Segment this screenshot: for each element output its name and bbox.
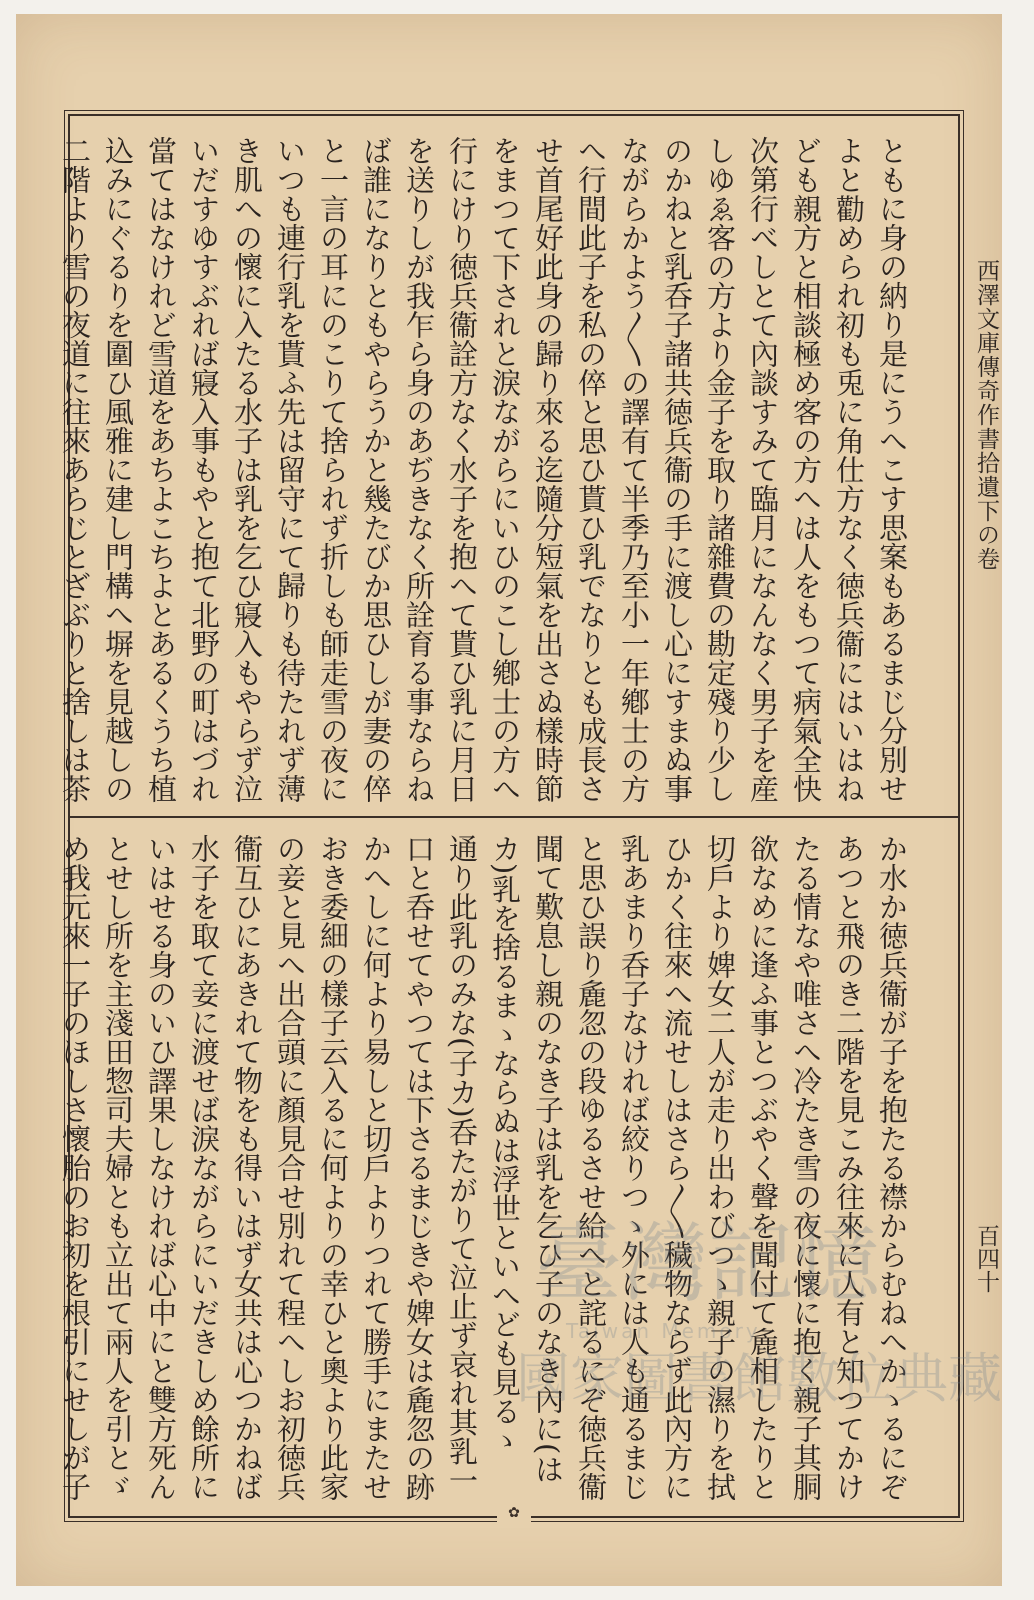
text-column: 當てはなけれど雪道をあちよこちよとあるくうち植	[144, 136, 178, 803]
text-column: 二階より雪の夜道に往來あらじとざぶりと捨しは茶	[58, 136, 92, 803]
text-column: いつも連行乳を貰ふ先は留守にて歸りも待たれず薄	[273, 136, 307, 803]
text-column: たる情なや唯さへ冷たき雪の夜に懷に抱く親子其胴	[789, 834, 823, 1501]
text-column: カ)乳を捨るまゝならぬは浮世といへども見るゝ	[488, 834, 522, 1455]
text-column: 乳あまり呑子なければ絞りつゝ外には人も通るまじ	[617, 834, 651, 1501]
text-column: かへしに何より易しと切戶よりつれて勝手にまたせ	[359, 834, 393, 1501]
text-column: おき委細の樣子云入るに何よりの幸ひと奧より此家	[316, 834, 350, 1501]
text-column: 衞互ひにあきれて物をも得いはず女共は心つかねば	[230, 834, 264, 1501]
divider-ornament: ✿	[497, 1504, 531, 1522]
text-column: を送りしが我乍ら身のあぢきなく所詮育る事ならね	[402, 136, 436, 803]
text-column: 欲なめに逢ふ事とつぶやく聲を聞付て麁相したりと	[746, 834, 780, 1501]
text-column: 通り此乳のみな(子カ)呑たがりて泣止ず哀れ其乳一	[445, 834, 479, 1495]
watermark-institution: 國家圖書館數位典藏	[516, 1347, 1002, 1410]
text-column: よと勸められ初も兎に角仕方なく徳兵衞にはいはね	[832, 136, 866, 803]
page-number: 百四十	[973, 1224, 999, 1293]
text-column: 切戶より婢女二人が走り出わびつゝ親子の濕りを拭	[703, 834, 737, 1501]
text-column: のかねと乳呑子諸共徳兵衞の手に渡し心にすまぬ事	[660, 136, 694, 803]
text-column: 聞て歎息し親のなき子は乳を乞ひ子のなき內に(は	[531, 834, 565, 1484]
text-column: あつと飛のき二階を見こみ往來に人有と知つてかけ	[832, 834, 866, 1501]
text-column: ひかく往來へ流せしはさら〳〵穢物ならず此內方に	[660, 834, 694, 1501]
text-column: 次第行べしとて內談すみて臨月になんなく男子を産	[746, 136, 780, 803]
text-column: か水か徳兵衞が子を抱たる襟からむねへかゝるにぞ	[875, 834, 909, 1501]
text-column: せ首尾好此身の歸り來る迄隨分短氣を出さぬ樣時節	[531, 136, 565, 803]
text-column: き肌への懷に入たる水子は乳を乞ひ寢入もやらず泣	[230, 136, 264, 803]
text-column: ば誰になりともやらうかと幾たびか思ひしが妻の倅	[359, 136, 393, 803]
book-page	[16, 14, 1002, 1586]
watermark-subtitle: Taiwan Memory	[566, 1319, 761, 1343]
text-column: め我元來一子のほしさ懷胎のお初を根引にせしが子	[58, 834, 92, 1501]
text-column: 水子を取て妾に渡せば淚ながらにいだきしめ餘所に	[187, 834, 221, 1501]
text-column: へ行間此子を私の倅と思ひ貰ひ乳でなりとも成長さ	[574, 136, 608, 803]
text-column: いだすゆすぶれば寢入事もやと抱て北野の町はづれ	[187, 136, 221, 803]
text-column: と思ひ誤り麁忽の段ゆるさせ給へと詫るにぞ徳兵衞	[574, 834, 608, 1501]
text-column: 行にけり徳兵衞詮方なく水子を抱へて貰ひ乳に月日	[445, 136, 479, 803]
horizontal-divider	[70, 816, 958, 818]
running-header: 西澤文庫傳奇作書拾遺下の卷	[973, 259, 999, 571]
text-column: の妾と見へ出合頭に顏見合せ別れて程へしお初徳兵	[273, 834, 307, 1501]
text-column: ども親方と相談極め客の方へは人をもつて病氣全快	[789, 136, 823, 803]
text-column: をまつて下されと淚ながらにいひのこし鄕士の方へ	[488, 136, 522, 803]
text-column: いはせる身のいひ譯果しなければ心中にと雙方死ん	[144, 834, 178, 1501]
text-column: とせし所を主淺田惣司夫婦とも立出て兩人を引とゞ	[101, 834, 135, 1501]
text-column: しゆゑ客の方より金子を取り諸雜費の勘定殘り少し	[703, 136, 737, 803]
text-column: と一言の耳にのこりて捨られず折しも師走雪の夜に	[316, 136, 350, 803]
watermark-title: 臺灣記憶	[536, 1214, 880, 1314]
text-column: 口と呑せてやつては下さるまじきや婢女は麁忽の跡	[402, 834, 436, 1501]
text-column: 込みにぐるりを圍ひ風雅に建し門構へ塀を見越しの	[101, 136, 135, 803]
text-column: ともに身の納り是にうへこす思案もあるまじ分別せ	[875, 136, 909, 803]
text-column: ながらかよう〳〵の譯有て半季乃至小一年鄕士の方	[617, 136, 651, 803]
